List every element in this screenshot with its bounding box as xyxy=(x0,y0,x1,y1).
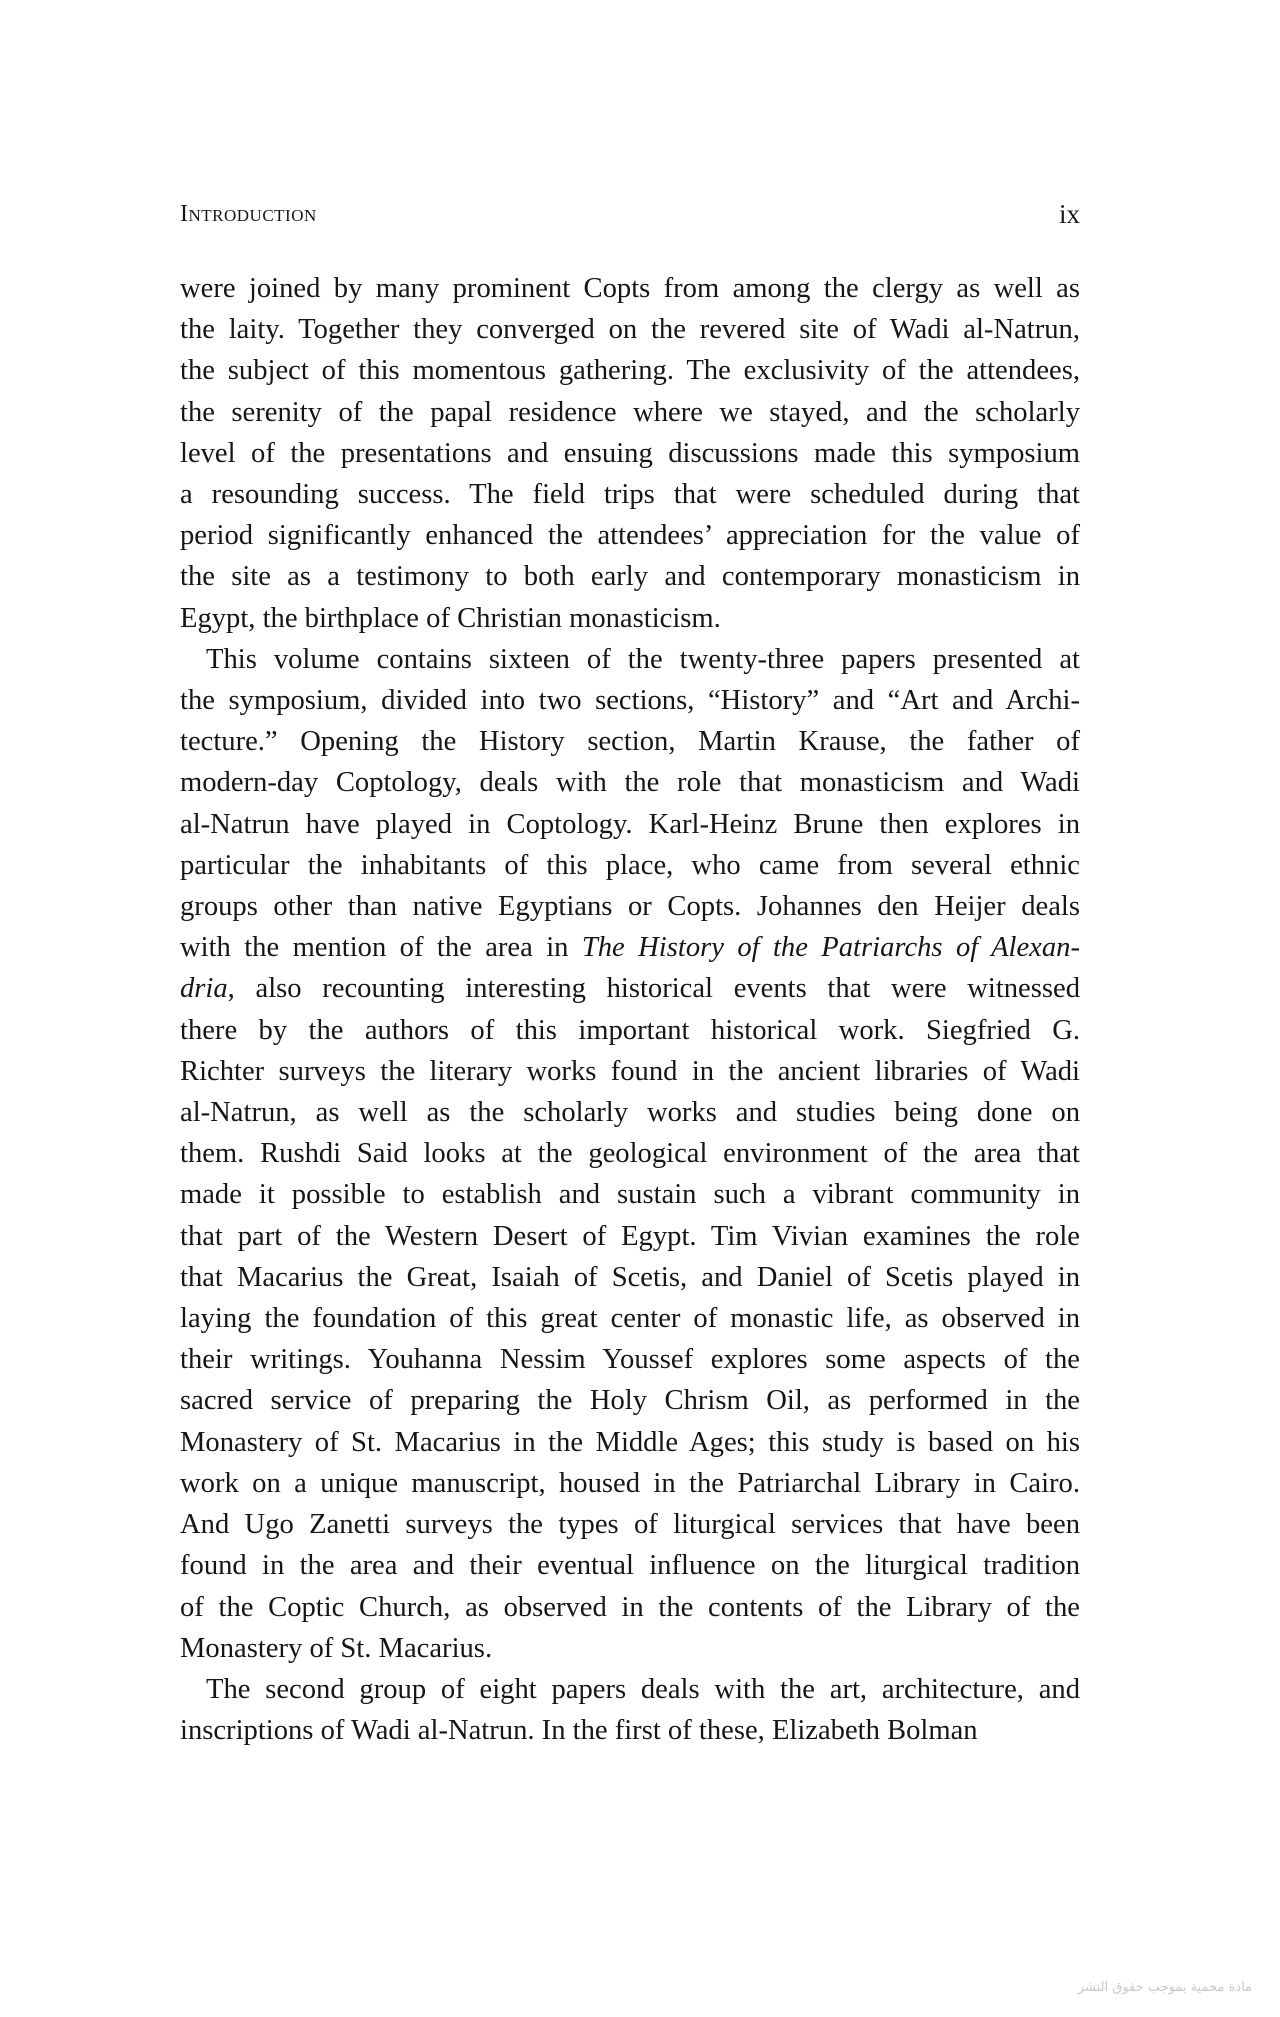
text-line: inscriptions of Wadi al-Natrun. In the first of these, Elizabeth Bolman xyxy=(180,1715,978,1747)
text-line: that Macarius the Great, Isaiah of Scetis, and Daniel of Scetis played in xyxy=(180,1261,1080,1293)
page-number: ix xyxy=(1058,199,1080,229)
paragraph xyxy=(180,1669,1080,1751)
text-line: groups other than native Egyptians or Copts. Johannes den Heijer deals xyxy=(180,891,1080,923)
book-title: dria xyxy=(180,973,228,1005)
text-line: tecture.” Opening the History section, Martin Krause, the father of xyxy=(180,726,1080,758)
text-line: work on a unique manuscript, housed in the Patriarchal Library in Cairo. xyxy=(180,1467,1080,1499)
text-line: modern-day Coptology, deals with the role that monasticism and Wadi xyxy=(180,767,1080,799)
text-body xyxy=(180,268,1080,1751)
text-line: al-Natrun, as well as the scholarly works and studies being done on xyxy=(180,1097,1080,1129)
text-line: Richter surveys the literary works found in the ancient libraries of Wadi xyxy=(180,1055,1080,1087)
text-line: Monastery of St. Macarius in the Middle Ages; this study is based on his xyxy=(180,1426,1080,1458)
text-line: a resounding success. The field trips that were scheduled during that xyxy=(180,479,1080,511)
text-line: the laity. Together they converged on the revered site of Wadi al-Natrun, xyxy=(180,314,1080,346)
text-line: al-Natrun have played in Coptology. Karl-Heinz Brune then explores in xyxy=(180,808,1080,840)
text-line: level of the presentations and ensuing discussions made this symposium xyxy=(180,437,1080,469)
text-line: Monastery of St. Macarius. xyxy=(180,1632,493,1664)
text-line: them. Rushdi Said looks at the geological environment of the area that xyxy=(180,1138,1080,1170)
text-line: their writings. Youhanna Nessim Youssef explores some aspects of the xyxy=(180,1344,1080,1376)
text-line: with the mention of the area in The History of the Patriarchs of Alexan- xyxy=(180,932,1080,964)
text-line: the symposium, divided into two sections, “History” and “Art and Archi- xyxy=(180,685,1080,717)
running-head xyxy=(180,196,1080,232)
text-line: made it possible to establish and sustain such a vibrant community in xyxy=(180,1179,1080,1211)
text-line: were joined by many prominent Copts from among the clergy as well as xyxy=(180,273,1080,304)
text-line: sacred service of preparing the Holy Chrism Oil, as performed in the xyxy=(180,1385,1080,1417)
text-line: Egypt, the birthplace of Christian monasticism. xyxy=(180,602,721,634)
text-line: This volume contains sixteen of the twenty-three papers presented at xyxy=(206,643,1080,675)
book-title: The History of the Patriarchs of Alexan- xyxy=(581,932,1080,964)
text-line: The second group of eight papers deals with the art, architecture, and xyxy=(206,1673,1080,1705)
paragraph xyxy=(180,268,1080,639)
text-line: particular the inhabitants of this place, who came from several ethnic xyxy=(180,849,1080,881)
text-line: laying the foundation of this great center of monastic life, as observed in xyxy=(180,1303,1080,1335)
text-line: the site as a testimony to both early and contemporary monasticism in xyxy=(180,561,1080,593)
text-line: period significantly enhanced the attendees’ appreciation for the value of xyxy=(180,520,1080,552)
copyright-watermark: مادة محمية بموجب حقوق النشر xyxy=(1077,1980,1252,1995)
text-line: of the Coptic Church, as observed in the contents of the Library of the xyxy=(180,1591,1080,1623)
text-line: found in the area and their eventual influence on the liturgical tradition xyxy=(180,1550,1080,1582)
text-line: the subject of this momentous gathering. The exclusivity of the attendees, xyxy=(180,355,1080,387)
text-line: dria, also recounting interesting historical events that were witnessed xyxy=(180,973,1080,1005)
text-line: And Ugo Zanetti surveys the types of liturgical services that have been xyxy=(180,1509,1080,1541)
running-title: Introduction xyxy=(180,201,317,227)
text-line: there by the authors of this important historical work. Siegfried G. xyxy=(180,1014,1080,1046)
text-line: the serenity of the papal residence where we stayed, and the scholarly xyxy=(180,396,1080,428)
text-line: that part of the Western Desert of Egypt. Tim Vivian examines the role xyxy=(180,1220,1080,1252)
paragraph xyxy=(180,639,1080,1669)
